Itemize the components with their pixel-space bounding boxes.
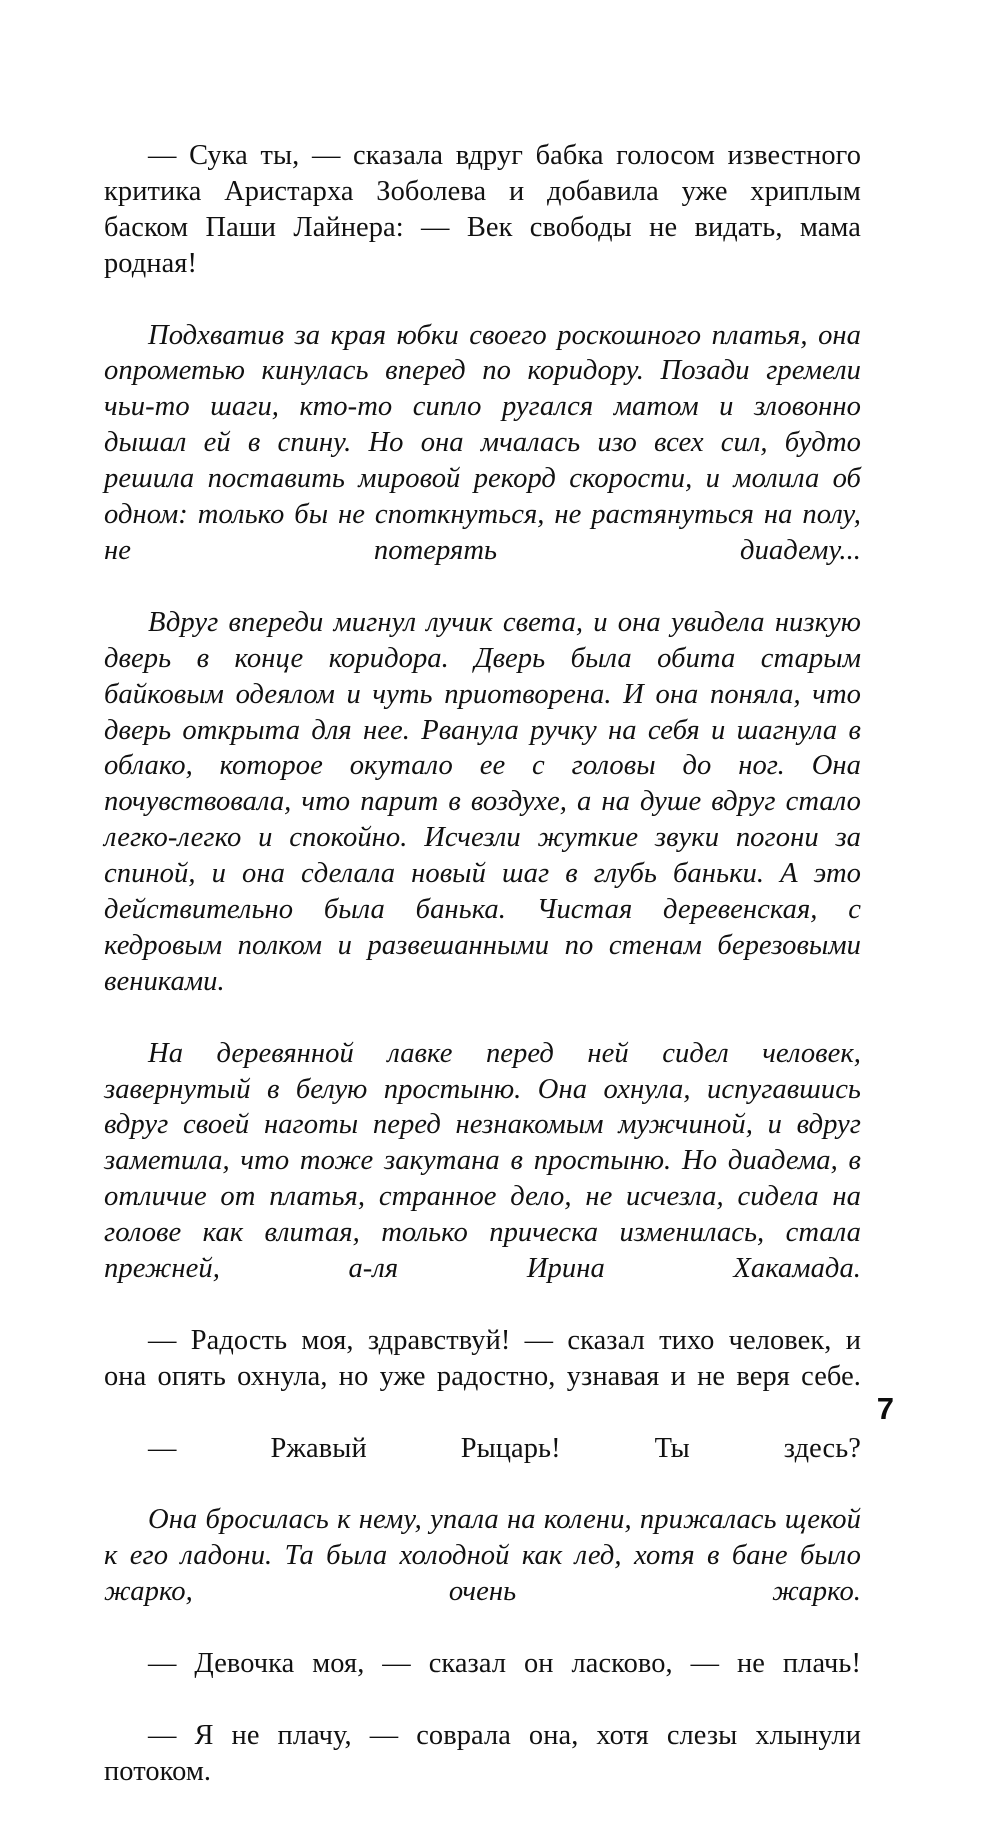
text-column <box>104 138 861 1826</box>
paragraph-6: — Ржавый Рыцарь! Ты здесь? <box>148 1432 861 1464</box>
paragraph-1: — Сука ты, — сказала вдруг бабка голосом известного критика Аристарха Зоболева и добавила уже хриплым баском Паши Лайнера: — Век свободы не видать, мама родная! <box>104 140 861 279</box>
paragraph-5: — Радость моя, здравствуй! — сказал тихо человек, и она опять охнула, но уже радостно, узнавая и не веря себе. <box>104 1324 861 1392</box>
paragraph-3: Вдруг впереди мигнул лучик света, и она увидела низкую дверь в конце коридора. Дверь была обита старым байковым одеялом и чуть приотворена. И она поняла, что дверь открыта для нее. Рванула ручку на себя и шагнула в облако, которое окутало ее с головы до ног. Она почувствовала, что парит в воздухе, а на душе вдруг стало легко-легко и спокойно. Исчезли жуткие звуки погони за спиной, и она сделала новый шаг в глубь баньки. А это действительно была банька. Чистая деревенская, с кедровым полком и развешанными по стенам березовыми вениками. <box>104 606 861 997</box>
paragraph-4: На деревянной лавке перед ней сидел человек, завернутый в белую простыню. Она охнула, испугавшись вдруг своей наготы перед незнакомым мужчиной, и вдруг заметила, что тоже закутана в простыню. Но диадема, в отличие от платья, странное дело, не исчезла, сидела на голове как влитая, только прическа изменилась, стала прежней, а-ля Ирина Хакамада. <box>104 1037 861 1285</box>
paragraph-9: — Я не плачу, — соврала она, хотя слезы хлынули потоком. <box>104 1719 861 1787</box>
paragraph-7: Она бросилась к нему, упала на колени, прижалась щекой к его ладони. Та была холодной как лед, хотя в бане было жарко, очень жарко. <box>104 1504 861 1608</box>
paragraph-2: Подхватив за края юбки своего роскошного платья, она опрометью кинулась вперед по коридору. Позади гремели чьи-то шаги, кто-то сипло ругался матом и зловонно дышал ей в спину. Но она мчалась изо всех сил, будто решила поставить мировой рекорд скорости, и молила об одном: только бы не споткнуться, не растянуться на полу, не потерять диадему... <box>104 319 861 566</box>
paragraph-8: — Девочка моя, — сказал он ласково, — не плачь! <box>148 1648 861 1680</box>
page-number: 7 <box>876 1391 894 1426</box>
